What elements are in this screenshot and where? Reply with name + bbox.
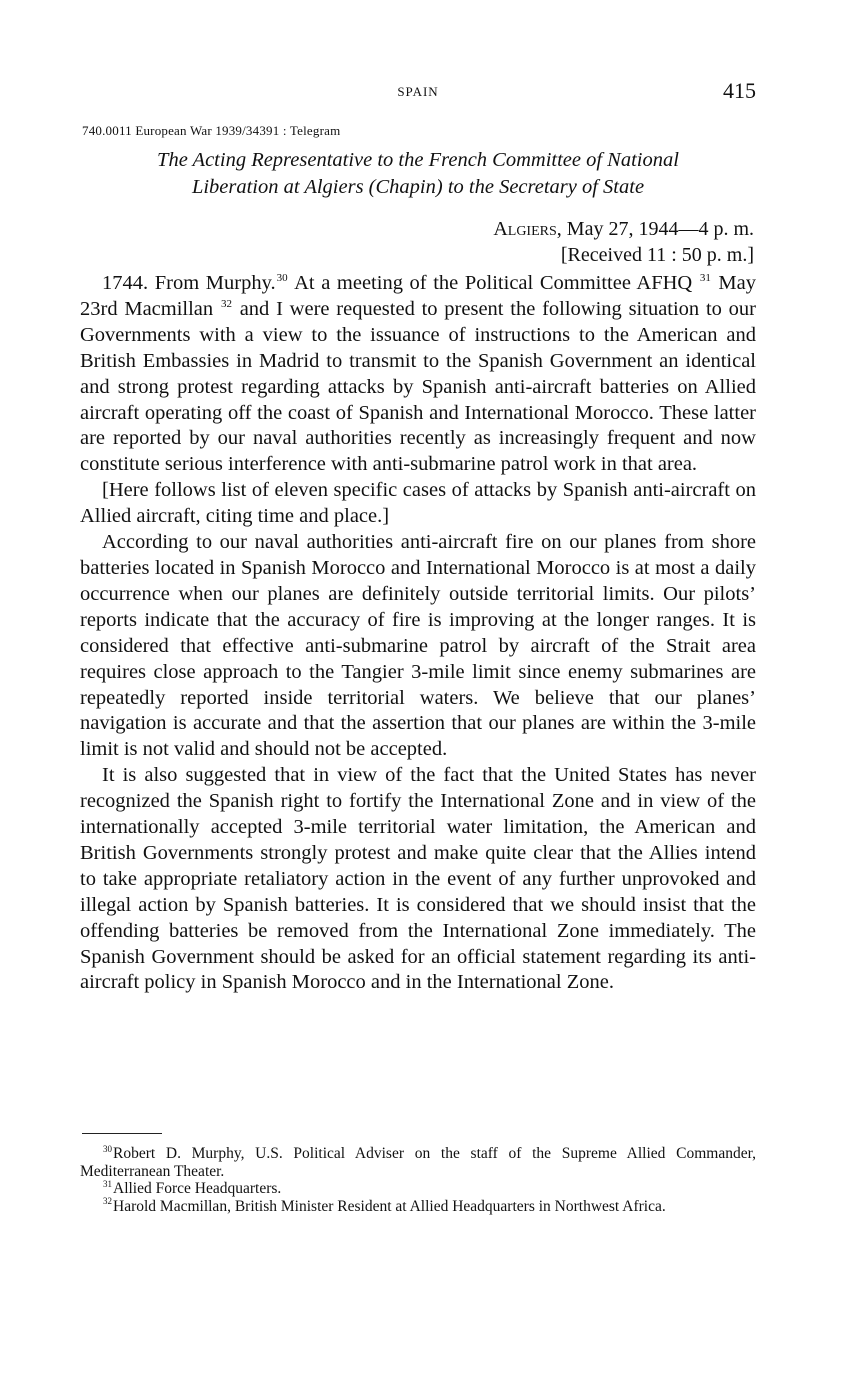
paragraph-1-part-d: and I were requested to present the following situation to our Governments with a view to the issuance of instructions to the American and British Embassies in Madrid to transmit to the Spanish Government an identical and strong protest regarding attacks by Spanish anti-aircraft batteries on Allied aircraft operating off the coast of Spanish and International Morocco. These latter are reported by our naval authorities recently as increasingly frequent and now constitute serious interference with anti-submarine patrol work in that area.	[80, 297, 756, 476]
paragraph-1-part-b: At a meeting of the Political Committee AFHQ	[288, 272, 693, 294]
footnote-32	[80, 1198, 756, 1216]
heading-name: Chapin	[375, 176, 436, 198]
heading-line-2	[80, 174, 756, 201]
footnote-text: Allied Force Headquarters.	[113, 1180, 282, 1197]
footnote-31	[80, 1180, 756, 1198]
footnote-number: 31	[103, 1178, 112, 1189]
paragraph-4: It is also suggested that in view of the fact that the United States has never recognized the Spanish right to fortify the International Zone and in view of the internationally accepted 3-mile territorial water limitation, the American and British Governments strongly protest and make quite clear that the Allies intend to take appropriate retaliatory action in the event of any further unprovoked and illegal action by Spanish batteries. It is considered that we should insist that the offending batteries be removed from the International Zone immediately. The Spanish Government should be asked for an official statement regarding its anti-aircraft policy in Spanish Morocco and in the International Zone.	[80, 764, 756, 994]
footnote-ref-31: 31	[699, 272, 711, 285]
telegram-body	[80, 271, 756, 996]
heading-part-a: Liberation at Algiers (	[191, 176, 376, 198]
footnote-text: Robert D. Murphy, U.S. Political Adviser on the staff of the Supreme Allied Commander, Mediterranean Theater.	[80, 1145, 756, 1180]
footnote-ref-32: 32	[220, 298, 232, 311]
dateline-sent	[493, 216, 754, 242]
document-heading	[80, 147, 756, 201]
file-reference: 740.0011 European War 1939/34391 : Telegram	[82, 123, 341, 138]
footnote-30	[80, 1145, 756, 1180]
paragraph-3: According to our naval authorities anti-aircraft fire on our planes from shore batteries located in Spanish Morocco and International Morocco is at most a daily occurrence when our planes are definitely outside territorial limits. Our pilots’ reports indicate that the accuracy of fire is improving at the longer ranges. It is considered that effective anti-submarine patrol by aircraft of the Strait area requires close approach to the Tangier 3-mile limit since enemy submarines are repeatedly reported inside territorial waters. We believe that our planes’ navigation is accurate and that the assertion that our planes are within the 3-mile limit is not valid and should not be accepted.	[80, 531, 756, 761]
footnote-ref-30: 30	[276, 272, 288, 285]
footnote-divider	[82, 1133, 162, 1134]
heading-part-b: ) to the Secretary of State	[435, 176, 645, 198]
dateline-received: [Received 11 : 50 p. m.]	[560, 244, 754, 266]
paragraph-1	[80, 271, 756, 478]
footnotes	[80, 1145, 756, 1215]
dateline-place: Algiers	[493, 218, 557, 240]
running-title: SPAIN	[397, 84, 439, 99]
footnote-number: 30	[103, 1143, 112, 1154]
dateline-time: , May 27, 1944—4 p. m.	[556, 218, 754, 240]
footnote-number: 32	[103, 1196, 112, 1207]
footnote-text: Harold Macmillan, British Minister Resident at Allied Headquarters in Northwest Africa.	[113, 1197, 666, 1215]
page-number: 415	[723, 78, 756, 103]
dateline	[493, 216, 754, 268]
paragraph-1-part-a: 1744. From Murphy.	[102, 272, 276, 294]
running-head	[80, 80, 756, 104]
paragraph-1-part-c: May 23rd Macmillan	[80, 272, 757, 320]
paragraph-2: [Here follows list of eleven specific cases of attacks by Spanish anti-aircraft on Allied aircraft, citing time and place.]	[80, 479, 756, 528]
heading-line-1: The Acting Representative to the French Committee of National	[157, 149, 679, 171]
